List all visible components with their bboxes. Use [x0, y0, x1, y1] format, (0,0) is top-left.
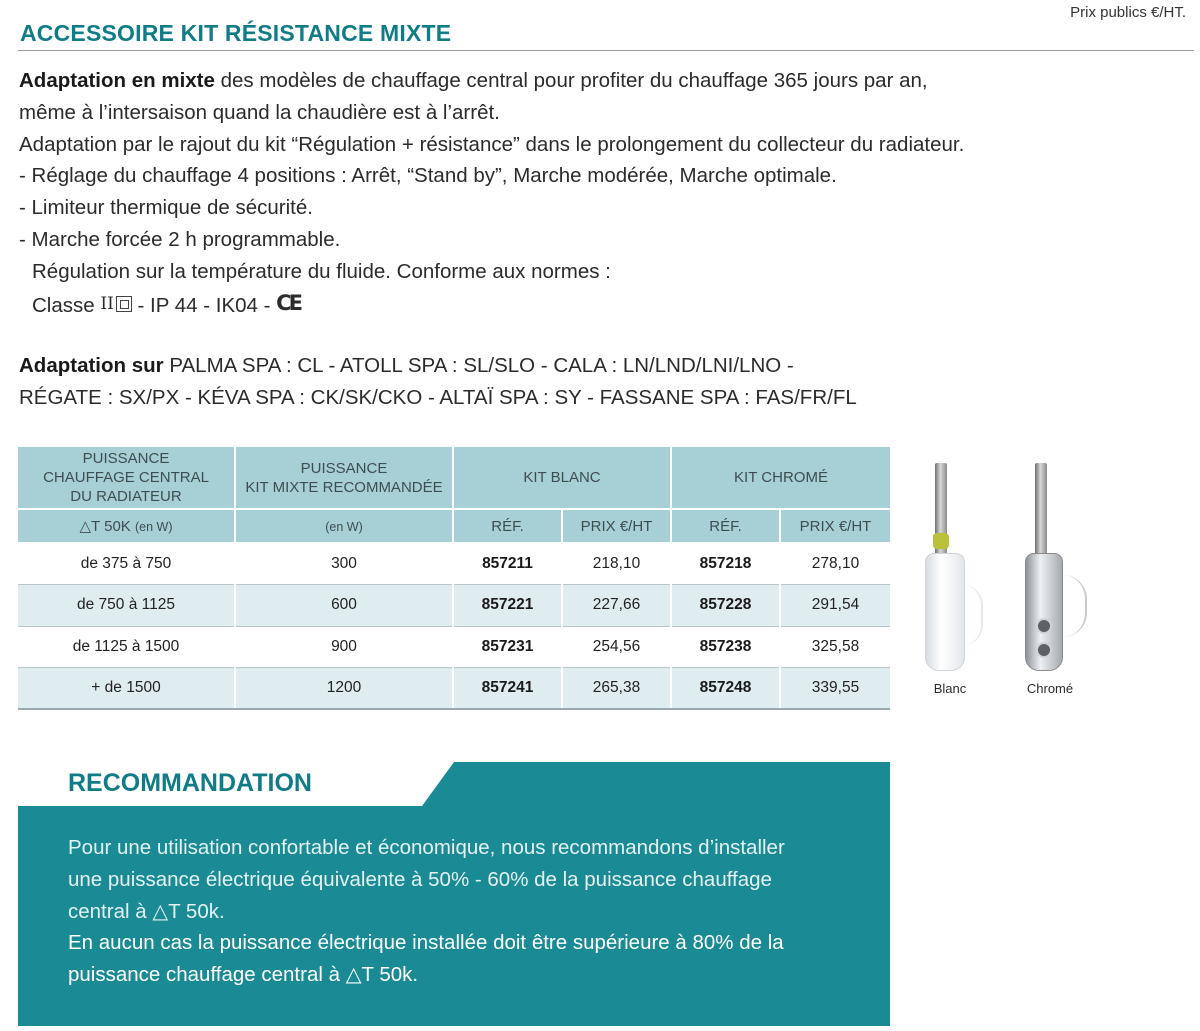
- cell-ref-chrome: 857218: [671, 543, 780, 585]
- control-knob-icon: [1036, 642, 1052, 658]
- adaptation-models-2: RÉGATE : SX/PX - KÉVA SPA : CK/SK/CKO - ALTAÏ SPA : SY - FASSANE SPA : FAS/FR/FL: [19, 385, 857, 409]
- reco-warning-line: puissance chauffage central à △T 50k.: [68, 963, 419, 987]
- page-title: ACCESSOIRE KIT RÉSISTANCE MIXTE: [20, 20, 452, 46]
- price-note: Prix publics €/HT.: [1070, 4, 1186, 21]
- adaptation-models-1: PALMA SPA : CL - ATOLL SPA : SL/SLO - CALA : LN/LND/LNI/LNO -: [163, 354, 794, 377]
- cell-power: 1200: [235, 668, 453, 710]
- table-row: [18, 585, 890, 627]
- cell-prix-chrome: 325,58: [780, 626, 890, 668]
- power-cable: [963, 585, 983, 645]
- price-table: [18, 447, 890, 710]
- cell-prix-blanc: 227,66: [562, 585, 671, 627]
- delta-t-label: △T 50K: [79, 518, 131, 535]
- cell-prix-blanc: 254,56: [562, 626, 671, 668]
- reco-line: Pour une utilisation confortable et économique, nous recommandons d’installer: [68, 836, 785, 859]
- norms-text: Régulation sur la température du fluide. Conforme aux normes :: [32, 259, 611, 283]
- class-ii-symbol: II: [100, 293, 114, 314]
- cell-range: + de 1500: [18, 668, 235, 710]
- feature-heating-positions: - Réglage du chauffage 4 positions : Arrêt, “Stand by”, Marche modérée, Marche optimale.: [19, 164, 837, 188]
- classe-suffix: - IP 44 - IK04 -: [137, 293, 271, 317]
- cell-range: de 750 à 1125: [18, 585, 235, 627]
- rod-collar: [933, 533, 949, 549]
- norms-class-line: [19, 288, 1179, 322]
- adaptation-line-1: [19, 350, 1179, 382]
- delta-t-unit: (en W): [134, 520, 173, 534]
- col-header-kit-blanc: KIT BLANC: [453, 447, 671, 509]
- cell-ref-blanc: 857241: [453, 668, 562, 710]
- recommendation-text: [68, 832, 868, 991]
- header-text: KIT MIXTE RECOMMANDÉE: [245, 478, 443, 496]
- adaptation-label: Adaptation sur: [19, 354, 164, 377]
- kit-unit: (en W): [325, 519, 363, 534]
- cell-ref-chrome: 857228: [671, 585, 780, 627]
- table-row: [18, 626, 890, 668]
- recommendation-title: RECOMMANDATION: [68, 769, 312, 797]
- intro-lead: Adaptation en mixte: [19, 69, 215, 92]
- cell-prix-chrome: 278,10: [780, 543, 890, 585]
- cell-ref-blanc: 857211: [453, 543, 562, 585]
- product-label-blanc: Blanc: [933, 681, 967, 696]
- cell-power: 300: [235, 543, 453, 585]
- product-kit-chrome: [1005, 455, 1095, 705]
- intro-line-1: [19, 65, 1179, 97]
- cell-prix-blanc: 218,10: [562, 543, 671, 585]
- adaptation-text: [19, 350, 1179, 414]
- reco-line: central à △T 50k.: [68, 899, 225, 923]
- ce-mark-icon: CE: [276, 290, 300, 315]
- table-row: [18, 668, 890, 710]
- subheader-ref-blanc: RÉF.: [453, 509, 562, 543]
- cell-prix-chrome: 339,55: [780, 668, 890, 710]
- cell-ref-chrome: 857248: [671, 668, 780, 710]
- cell-power: 900: [235, 626, 453, 668]
- cell-range: de 375 à 750: [18, 543, 235, 585]
- double-insulation-icon: [116, 296, 132, 312]
- header-text: PUISSANCE: [82, 450, 170, 467]
- reco-warning-line: En aucun cas la puissance électrique installée doit être supérieure à 80% de la: [68, 931, 784, 955]
- subheader-prix-chrome: PRIX €/HT: [780, 509, 890, 543]
- intro-line-2: même à l’intersaison quand la chaudière est à l’arrêt.: [19, 100, 500, 124]
- subheader-delta-t: [18, 509, 235, 543]
- feature-thermal-limiter: - Limiteur thermique de sécurité.: [19, 196, 313, 220]
- table-row: [18, 543, 890, 585]
- power-cable: [1059, 575, 1087, 637]
- cell-prix-chrome: 291,54: [780, 585, 890, 627]
- title-divider: [18, 50, 1194, 51]
- intro-line-3: Adaptation par le rajout du kit “Régulation + résistance” dans le prolongement du collecteur du radiateur.: [19, 132, 965, 156]
- subheader-kit-unit: [235, 509, 453, 543]
- product-label-chrome: Chromé: [1026, 681, 1074, 696]
- classe-prefix: Classe: [32, 293, 95, 317]
- col-header-heating-power: [18, 447, 235, 509]
- reco-line: une puissance électrique équivalente à 50% - 60% de la puissance chauffage: [68, 867, 772, 891]
- cell-prix-blanc: 265,38: [562, 668, 671, 710]
- table-subheader-row: [18, 509, 890, 543]
- white-housing: [925, 553, 965, 671]
- feature-forced-mode: - Marche forcée 2 h programmable.: [19, 227, 341, 251]
- product-kit-blanc: [905, 455, 995, 705]
- cell-ref-blanc: 857231: [453, 626, 562, 668]
- subheader-prix-blanc: PRIX €/HT: [562, 509, 671, 543]
- col-header-kit-chrome: KIT CHROMÉ: [671, 447, 890, 509]
- header-text: DU RADIATEUR: [70, 488, 182, 505]
- control-knob-icon: [1036, 618, 1052, 634]
- cell-ref-chrome: 857238: [671, 626, 780, 668]
- subheader-ref-chrome: RÉF.: [671, 509, 780, 543]
- cell-ref-blanc: 857221: [453, 585, 562, 627]
- header-text: PUISSANCE: [300, 459, 388, 477]
- heating-rod: [1035, 463, 1047, 555]
- intro-text: [19, 65, 1179, 321]
- product-images: [905, 455, 1105, 705]
- header-text: CHAUFFAGE CENTRAL: [43, 469, 209, 486]
- table-header-row: [18, 447, 890, 509]
- cell-range: de 1125 à 1500: [18, 626, 235, 668]
- cell-power: 600: [235, 585, 453, 627]
- col-header-kit-power: [235, 447, 453, 509]
- intro-line-1-rest: des modèles de chauffage central pour profiter du chauffage 365 jours par an,: [214, 69, 928, 92]
